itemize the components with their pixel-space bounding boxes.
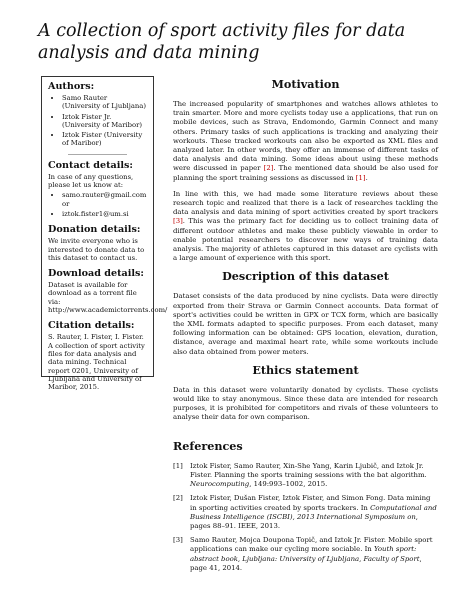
main-column [173,78,438,578]
citation-link[interactable]: [2] [263,164,274,173]
text-run: Computational and Business Intelligence (ISCBI), 2013 International Symposium on [190,503,437,521]
citation-link[interactable]: [1] [355,173,366,182]
text-run: In line with this, we had made some literature reviews about these research topic and realized that there is a lack of researches tackling the data analysis and data mining of sport activities created by sport trackers [173,189,438,217]
contact-intro: In case of any questions, please let us know at: [48,172,134,190]
download-heading: Download details: [48,268,144,280]
reference-item [173,494,438,531]
author-item: • Iztok Fister (University of Maribor) [62,131,147,148]
citation-text: S. Rauter, I. Fister, I. Fister. A collection of sport activity files for data analysis and data mining. Technical report 0201, University of Ljubljana and University of Maribor, 2015. [48,333,145,392]
description-heading: Description of this dataset [222,269,389,284]
references-section [173,440,438,573]
sidebar-box [41,76,168,392]
text-run: Iztok Fister, Dušan Fister, Iztok Fister, and Simon Fong. Data mining in sporting activities created by sports trackers. In [190,494,431,512]
download-text: Dataset is available for download as a torrent file via: http://www.academictorrents.com/ [48,281,168,315]
text-run: Samo Rauter, Mojca Doupona Topič, and Iztok Jr. Fister. Mobile sport applications can make our cycling more sociable. In [190,536,433,554]
motivation-paragraph-2 [173,190,438,264]
paper-title: A collection of sport activity files for data analysis and data mining [38,21,406,63]
author-item: • Iztok Fister Jr. (University of Maribor) [62,113,147,130]
citation-link[interactable]: [3] [173,217,183,226]
text-run: The increased popularity of smartphones and watches allows athletes to train smarter. More and more cyclists today use a applications, that run on mobile devices, such as Strava, Endomondo, Garmin Connect and many others. Primary tasks of such applications is tracking and analyzing their workouts. These tracked workouts can also be exported as XML files and analyzed later. In other words, they offer an immense of different tasks of data analysis and data mining. Some ideas about using these methods were discussed in paper [173,100,438,173]
text-run: Iztok Fister, Samo Rauter, Xin-She Yang, Karin Ljubič, and Iztok Jr. Fister. Planning the sports training sessions with the bat algorithm. [190,461,427,479]
download-section [48,268,168,315]
text-run: , pages 88–91. IEEE, 2013. [190,512,418,530]
reference-item [173,536,438,573]
email-item[interactable]: • samo.rauter@gmail.com or [62,191,147,208]
motivation-heading: Motivation [271,77,340,91]
text-run: . The mentioned data should be also used for planning the sport training sessions as discussed in [173,164,438,182]
contact-emails [48,191,147,218]
authors-list [48,94,147,148]
reference-text [190,462,438,490]
donation-section [48,224,147,262]
citation-heading: Citation details: [48,320,135,332]
text-run: , 149:993–1002, 2015. [249,480,328,489]
email-item[interactable]: • iztok.fister1@um.si [62,210,147,218]
citation-section [48,320,147,391]
donation-heading: Donation details: [48,224,141,236]
text-run: Youth sport: abstract book, Ljubljana: University of Ljubljana, Faculty of Sport [190,545,420,563]
text-run: Neurocomputing [190,480,250,489]
motivation-paragraph-1 [173,100,438,183]
description-paragraph: Dataset consists of the data produced by nine cyclists. Data were directly exported from their Strava or Garmin Connect accounts. Data format of sport's activities could be written in GPX or TCX form, which are basically the XML formats adapted to specific purposes. From each dataset, many following information can be obtained: GPS location, elevation, duration, distance, average and maximal heart rate, while some workouts include also data obtained from power meters. [173,292,438,356]
reference-text [190,494,438,531]
authors-heading: Authors: [48,81,95,92]
reference-number: [1] [173,461,183,470]
divider [68,154,127,155]
references-heading: References [173,438,243,453]
contact-heading: Contact details: [48,159,133,171]
text-run: . This was the primary fact for deciding us to collect training data of different outdoor athletes and make these publicly viewable in order to enable potential researchers to discover new ways of training data analysis. The majority of athletes captured in this dataset are cyclists with a large amount of experience with this sport. [173,217,438,263]
donation-text: We invite everyone who is interested to donate data to this dataset to contact us. [48,237,145,262]
authors-section [48,81,147,148]
ethics-paragraph: Data in this dataset were voluntarily donated by cyclists. These cyclists would like to stay anonymous. Since these data are intended for research purposes, it is prohibited for competitors and rivals of these volunteers to analyse their data for own comparison. [173,385,438,422]
reference-number: [2] [173,494,183,503]
ethics-heading: Ethics statement [252,362,359,377]
text-run: , page 41, 2014. [190,554,422,572]
reference-text [190,536,438,573]
contact-section [48,160,147,218]
reference-number: [3] [173,536,183,545]
text-run: . [365,173,368,182]
author-item: • Samo Rauter (University of Ljubljana) [62,94,147,111]
reference-item [173,462,438,490]
